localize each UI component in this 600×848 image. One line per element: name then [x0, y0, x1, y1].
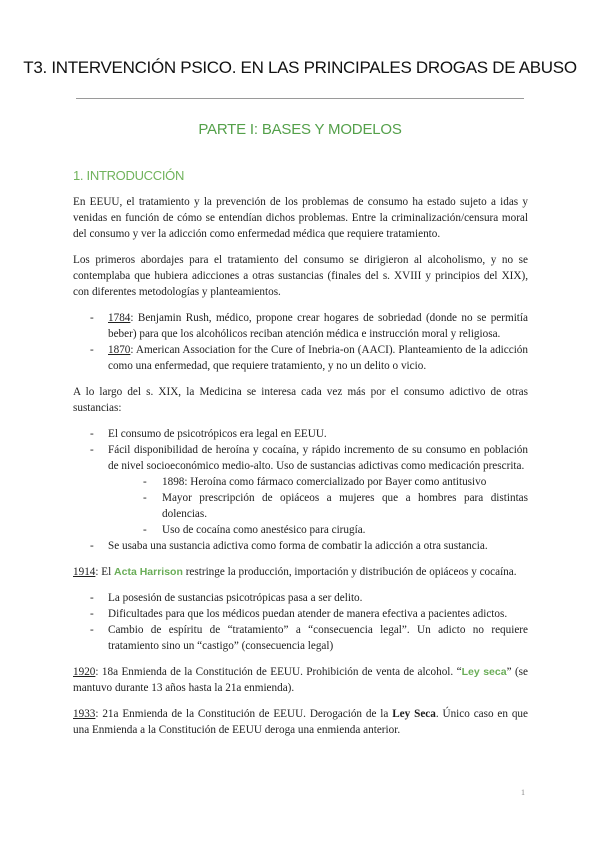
page-number: 1: [521, 788, 525, 797]
paragraph-1920: [73, 664, 528, 696]
list-item: - Dificultades para que los médicos puedan atender de manera efectiva a pacientes adictos.: [73, 606, 528, 622]
year: 1920: [73, 666, 96, 678]
paragraph-1914: [73, 564, 528, 580]
paragraph-xix-century: A lo largo del s. XIX, la Medicina se interesa cada vez más por el consumo adictivo de otras sustancias:: [73, 386, 528, 414]
year: 1914: [73, 566, 96, 578]
highlight-ley-seca: Ley seca: [461, 666, 507, 678]
list-item: [73, 442, 528, 538]
document-body: [73, 194, 528, 748]
text: : 21a Enmienda de la Constitución de EEUU. Derogación de la: [95, 708, 393, 720]
document-title: T3. INTERVENCIÓN PSICO. EN LAS PRINCIPALES DROGAS DE ABUSO: [23, 58, 577, 77]
part-title: PARTE I: BASES Y MODELOS: [198, 121, 402, 138]
list-item: - La posesión de sustancias psicotrópicas pasa a ser delito.: [73, 590, 528, 606]
list-early-history: [73, 310, 528, 374]
list-item: [73, 310, 528, 342]
sublist-item: - 1898: Heroína como fármaco comercializado por Bayer como antitusivo: [108, 474, 528, 490]
paragraph-intro: En EEUU, el tratamiento y la prevención de los problemas de consumo ha estado sujeto a idas y venidas en función de cómo se entendían dichos problemas. Entre la criminalización/censura moral del consumo y ver la adicción como enfermedad médica que requiere tratamiento.: [73, 196, 528, 240]
text: restringe la producción, importación y distribución de opiáceos y cocaína.: [182, 566, 517, 578]
list-item-text: : Benjamin Rush, médico, propone crear hogares de sobriedad (donde no se permitía beber) para que los alcohólicos reciban atención médica e instrucción moral y religiosa.: [108, 312, 528, 340]
text: ” (se mantuvo durante 13 años hasta la 21a enmienda).: [73, 666, 528, 694]
list-item: - Cambio de espíritu de “tratamiento” a “consecuencia legal”. Un adicto no requiere tratamiento sino un “castigo” (consecuencia legal): [73, 622, 528, 654]
paragraph-1933: [73, 706, 528, 738]
list-item-text: Fácil disponibilidad de heroína y cocaína, y rápido incremento de su consumo en población de nivel socioeconómico medio-alto. Uso de sustancias adictivas como medicación prescrita.: [108, 444, 528, 472]
list-xix-century: [73, 426, 528, 554]
list-item-text: : American Association for the Cure of Inebria-on (AACI). Planteamiento de la adicción como una enfermedad, que requiere tratamiento, y no un delito o vicio.: [108, 344, 528, 372]
year: 1933: [73, 708, 96, 720]
section-title: 1. INTRODUCCIÓN: [73, 168, 185, 183]
highlight-acta-harrison: Acta Harrison: [114, 566, 183, 578]
text: : 18a Enmienda de la Constitución de EEUU. Prohibición de venta de alcohol. “: [95, 666, 462, 678]
sublist-item: - Mayor prescripción de opiáceos a mujeres que a hombres para distintas dolencias.: [108, 490, 528, 522]
list-harrison-effects: [73, 590, 528, 654]
list-item: - Se usaba una sustancia adictiva como forma de combatir la adicción a otra sustancia.: [73, 538, 528, 554]
list-item: - El consumo de psicotrópicos era legal en EEUU.: [73, 426, 528, 442]
text: : El: [95, 566, 115, 578]
title-divider: [76, 98, 524, 99]
text: . Único caso en que una Enmienda a la Constitución de EEUU deroga una enmienda anterior.: [73, 708, 528, 736]
year: 1870: [108, 344, 131, 356]
sublist: [108, 474, 528, 538]
year: 1784: [108, 312, 131, 324]
list-item: [73, 342, 528, 374]
bold-ley-seca: Ley Seca: [392, 708, 436, 720]
paragraph-first-approaches: Los primeros abordajes para el tratamiento del consumo se dirigieron al alcoholismo, y no se contemplaba que hubiera adicciones a otras sustancias (finales del s. XVIII y principios del XIX), con diferentes metodologías y planteamientos.: [73, 254, 528, 298]
sublist-item: - Uso de cocaína como anestésico para cirugía.: [108, 522, 528, 538]
